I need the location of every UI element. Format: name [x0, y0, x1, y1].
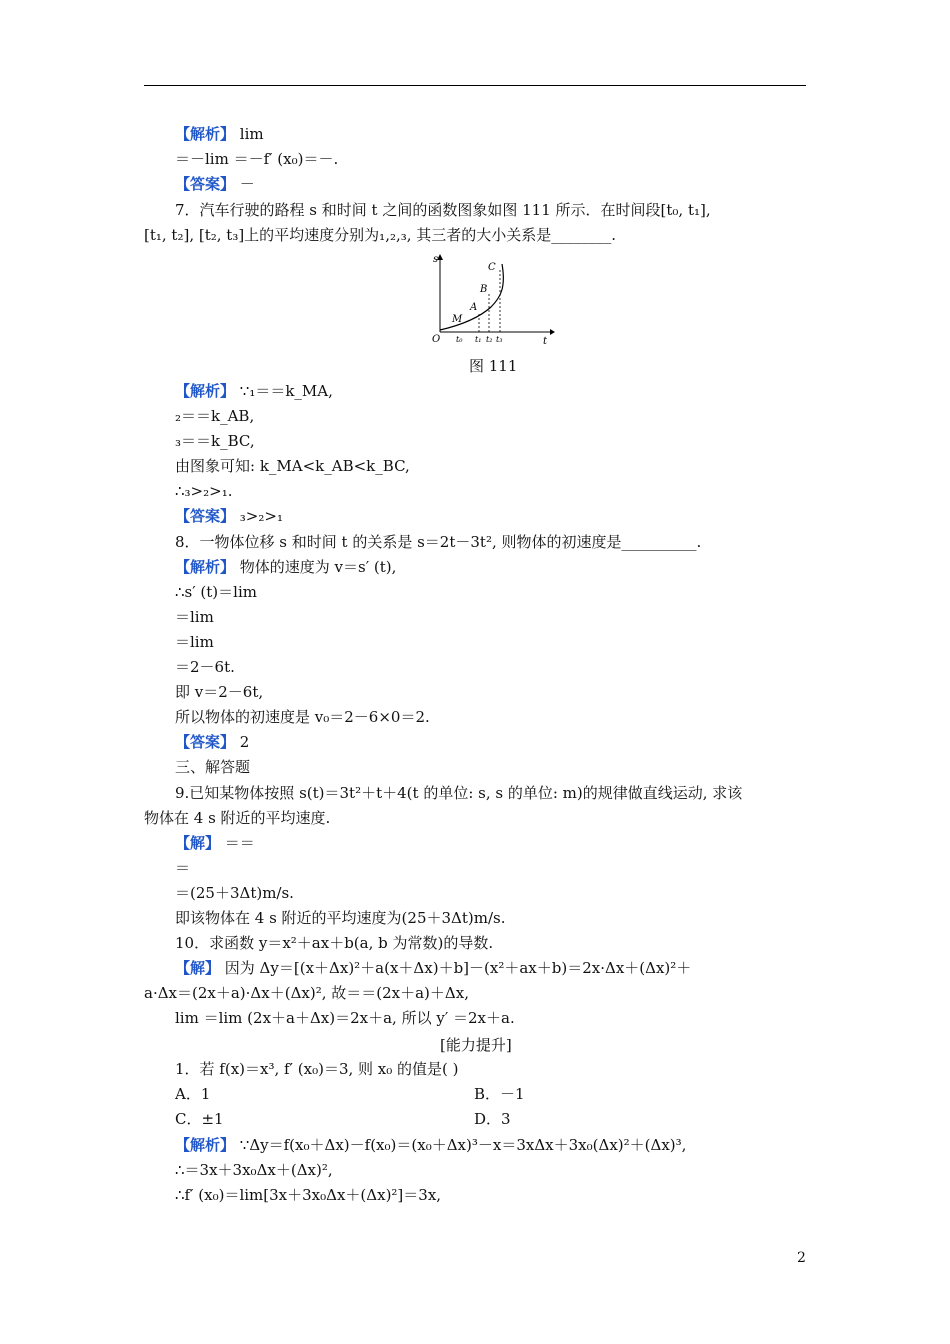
analysis-8-line-7: 所以物体的初速度是 v₀＝2－6×0＝2.: [175, 708, 430, 726]
ability-section-heading: [能力提升]: [440, 1036, 512, 1054]
question-9-line-1: 9.已知某物体按照 s(t)＝3t²＋t＋4(t 的单位: s, s 的单位: m)的规律做直线运动, 求该: [175, 784, 743, 802]
answer-7: 【答案】 ₃>₂>₁: [175, 507, 283, 525]
answer-8: 【答案】 2: [175, 733, 250, 751]
t-label: t: [543, 336, 548, 347]
distance-time-graph: [426, 252, 556, 347]
analysis-8-line-3: ＝lim: [175, 608, 214, 626]
practice-1-analysis-2: ∴＝3x＋3x₀Δx＋(Δx)²,: [175, 1161, 333, 1179]
question-10: 10．求函数 y＝x²＋ax＋b(a, b 为常数)的导数.: [175, 934, 494, 952]
choice-a: A．1: [175, 1085, 211, 1103]
tick-t1: t₁: [475, 335, 482, 344]
curve: [440, 264, 503, 330]
solution-9-line-1: 【解】 ＝＝: [175, 834, 255, 852]
tick-t2: t₂: [486, 335, 493, 344]
choice-d: D．3: [474, 1110, 511, 1128]
solution-10-line-3: lim ＝lim (2x＋a＋Δx)＝2x＋a, 所以 y′ ＝2x＋a.: [175, 1009, 515, 1027]
practice-1: 1．若 f(x)＝x³, f′ (x₀)＝3, 则 x₀ 的值是( ): [175, 1060, 459, 1078]
analysis-7-line-2: ₂＝＝k_AB,: [175, 407, 255, 425]
line-analysis-1: 【解析】 lim: [175, 125, 264, 143]
tick-t3: t₃: [496, 335, 503, 344]
solution-10-line-2: a·Δx＝(2x＋a)·Δx＋(Δx)², 故＝＝(2x＋a)＋Δx,: [144, 984, 469, 1002]
point-a: A: [470, 302, 478, 313]
answer-tag: 【答案】: [175, 175, 236, 193]
point-c: C: [488, 262, 496, 273]
analysis-7-line-3: ₃＝＝k_BC,: [175, 432, 255, 450]
line-answer-1: 【答案】 －: [175, 175, 255, 193]
tick-t0: t₀: [456, 335, 463, 344]
analysis-8-line-2: ∴s′ (t)＝lim: [175, 583, 257, 601]
s-label: s: [433, 254, 439, 265]
page-number: 2: [797, 1250, 806, 1266]
question-7-line-1: 7．汽车行驶的路程 s 和时间 t 之间的函数图象如图 111 所示．在时间段[t₀, t₁],: [175, 201, 711, 219]
choice-b: B．－1: [474, 1085, 525, 1103]
analysis-7-line-5: ∴₃>₂>₁.: [175, 482, 233, 500]
header-rule: [144, 85, 806, 86]
choice-c: C．±1: [175, 1110, 224, 1128]
practice-1-analysis-1: 【解析】 ∵Δy＝f(x₀＋Δx)－f(x₀)＝(x₀＋Δx)³－x＝3xΔx＋3x₀(Δx)²＋(Δx)³,: [175, 1136, 687, 1154]
analysis-7-line-4: 由图象可知: k_MA<k_AB<k_BC,: [175, 457, 410, 475]
analysis-8-line-5: ＝2－6t.: [175, 658, 235, 676]
analysis-8-line-4: ＝lim: [175, 633, 214, 651]
question-7-line-2: [t₁, t₂], [t₂, t₃]上的平均速度分别为₁,₂,₃, 其三者的大小关系是________.: [144, 226, 617, 244]
point-m: M: [452, 314, 463, 325]
analysis-8-line-1: 【解析】 物体的速度为 v＝s′ (t),: [175, 558, 397, 576]
analysis-tag: 【解析】: [175, 125, 236, 143]
analysis-8-line-6: 即 v＝2－6t,: [175, 683, 264, 701]
figure-caption: 图 111: [469, 357, 518, 375]
section-heading-3: 三、解答题: [175, 758, 251, 776]
origin-label: O: [432, 334, 441, 345]
solution-9-line-4: 即该物体在 4 s 附近的平均速度为(25＋3Δt)m/s.: [175, 909, 506, 927]
question-8: 8．一物体位移 s 和时间 t 的关系是 s＝2t－3t², 则物体的初速度是__________.: [175, 533, 702, 551]
practice-1-analysis-3: ∴f′ (x₀)＝lim[3x＋3x₀Δx＋(Δx)²]＝3x,: [175, 1186, 442, 1204]
line-2: ＝－lim ＝－f′ (x₀)＝－.: [175, 150, 339, 168]
solution-9-line-2: ＝: [175, 859, 191, 877]
point-b: B: [480, 284, 488, 295]
t-axis-arrow: [550, 329, 555, 335]
analysis-7-line-1: 【解析】 ∵₁＝＝k_MA,: [175, 382, 333, 400]
solution-9-line-3: ＝(25＋3Δt)m/s.: [175, 884, 294, 902]
solution-10-line-1: 【解】 因为 Δy＝[(x＋Δx)²＋a(x＋Δx)＋b]－(x²＋ax＋b)＝2x·Δx＋(Δx)²＋: [175, 959, 692, 977]
question-9-line-2: 物体在 4 s 附近的平均速度.: [144, 809, 331, 827]
